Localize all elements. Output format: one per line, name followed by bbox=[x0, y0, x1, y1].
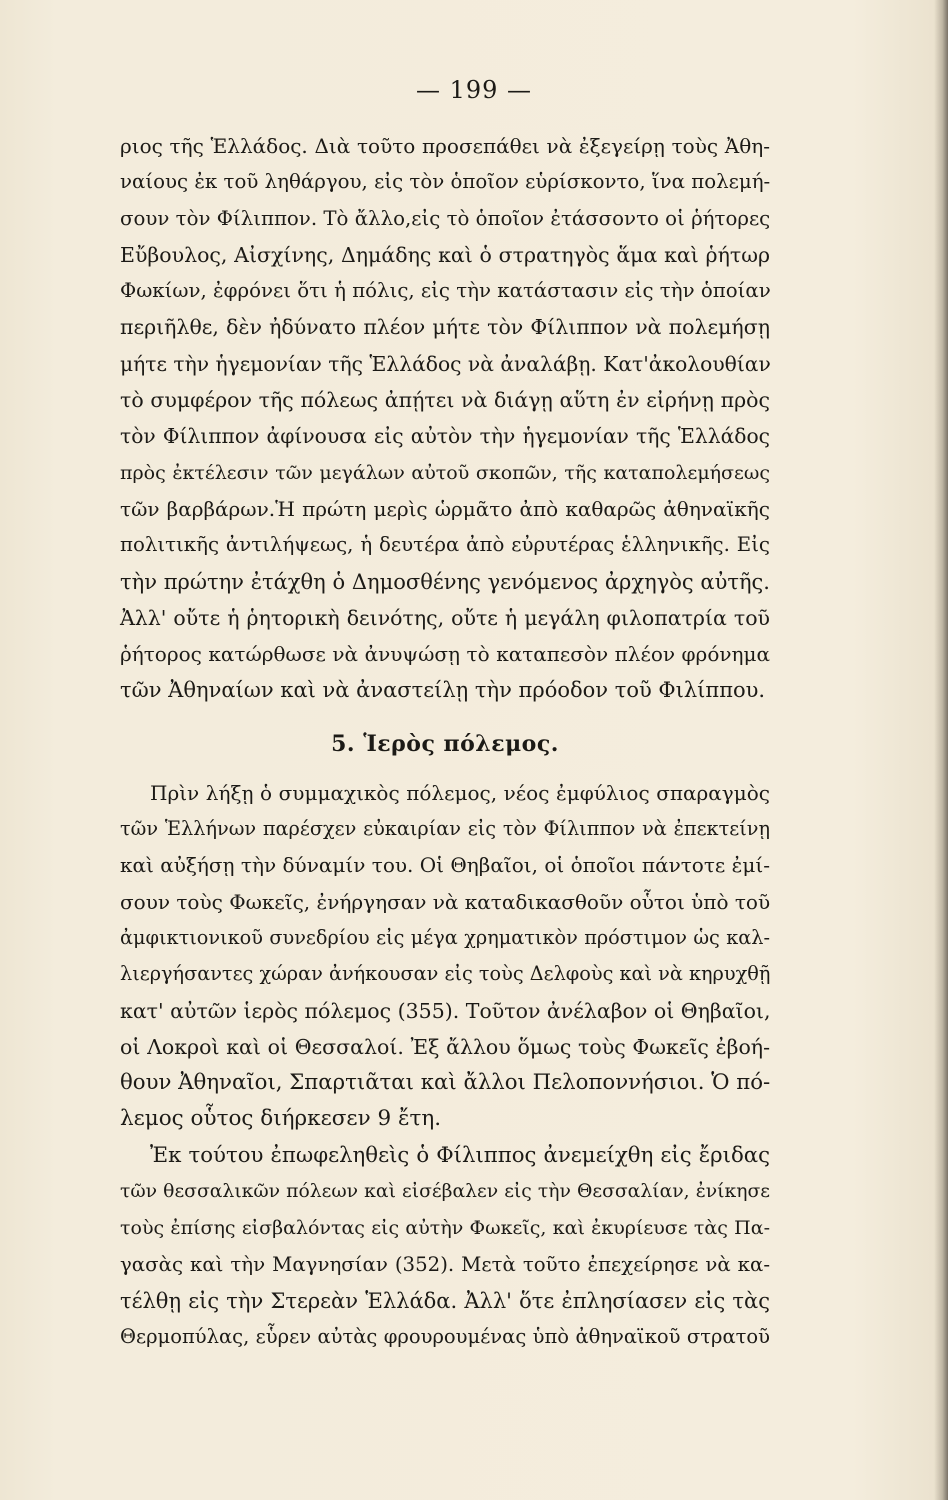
page-edge-shadow bbox=[934, 0, 948, 1500]
text-line: Ἀλλ' οὔτε ἡ ῥητορικὴ δεινότης, οὔτε ἡ μεγάλη φιλοπατρία τοῦ bbox=[120, 605, 770, 630]
text-line: λιεργήσαντες χώραν ἀνήκουσαν εἰς τοὺς Δελφοὺς καὶ νὰ κηρυχθῇ bbox=[120, 962, 771, 986]
text-line: λεμος οὗτος διήρκεσεν 9 ἔτη. bbox=[120, 1106, 442, 1132]
text-line: οἱ Λοκροὶ καὶ οἱ Θεσσαλοί. Ἐξ ἄλλου ὅμως τοὺς Φωκεῖς ἐβοή- bbox=[120, 1034, 770, 1059]
text-line: θουν Ἀθηναῖοι, Σπαρτιᾶται καὶ ἄλλοι Πελοποννήσιοι. Ὁ πό- bbox=[120, 1070, 771, 1096]
text-line: Πρὶν λήξῃ ὁ συμμαχικὸς πόλεμος, νέος ἐμφύλιος σπαραγμὸς bbox=[150, 780, 770, 805]
paragraph bbox=[120, 1138, 770, 1356]
text-line: τοὺς ἐπίσης εἰσβαλόντας εἰς αὐτὴν Φωκεῖς, καὶ ἐκυρίευσε τὰς Πα- bbox=[120, 1217, 770, 1240]
section-heading: 5. Ἱερὸς πόλεμος. bbox=[331, 730, 559, 757]
text-line: Φωκίων, ἐφρόνει ὅτι ἡ πόλις, εἰς τὴν κατάστασιν εἰς τὴν ὁποίαν bbox=[120, 279, 771, 303]
text-line: σουν τὸν Φίλιππον. Τὸ ἄλλο,εἰς τὸ ὁποῖον ἐτάσσοντο οἱ ῥήτορες bbox=[120, 206, 771, 230]
text-line: ῥήτορος κατώρθωσε νὰ ἀνυψώσῃ τὸ καταπεσὸν πλέον φρόνημα bbox=[120, 642, 770, 667]
text-line: Εὔβουλος, Αἰσχίνης, Δημάδης καὶ ὁ στρατηγὸς ἅμα καὶ ῥήτωρ bbox=[120, 242, 770, 267]
text-line: ναίους ἐκ τοῦ ληθάργου, εἰς τὸν ὁποῖον εὑρίσκοντο, ἵνα πολεμή- bbox=[120, 170, 771, 194]
text-line: πολιτικῆς ἀντιλήψεως, ἡ δευτέρα ἀπὸ εὐρυτέρας ἑλληνικῆς. Εἰς bbox=[120, 533, 770, 557]
text-line: ριος τῆς Ἑλλάδος. Διὰ τοῦτο προσεπάθει νὰ ἐξεγείρῃ τοὺς Ἀθη- bbox=[120, 134, 770, 158]
text-line: πρὸς ἐκτέλεσιν τῶν μεγάλων αὐτοῦ σκοπῶν, τῆς καταπολεμήσεως bbox=[120, 461, 770, 484]
text-line: περιῆλθε, δὲν ἠδύνατο πλέον μήτε τὸν Φίλιππον νὰ πολεμήσῃ bbox=[120, 315, 770, 340]
text-line: σουν τοὺς Φωκεῖς, ἐνήργησαν νὰ καταδικασθοῦν οὗτοι ὑπὸ τοῦ bbox=[120, 889, 771, 914]
text-line: γασὰς καὶ τὴν Μαγνησίαν (352). Μετὰ τοῦτο ἐπεχείρησε νὰ κα- bbox=[120, 1252, 770, 1276]
text-line: τῶν βαρβάρων.Ἡ πρώτη μερὶς ὡρμᾶτο ἀπὸ καθαρῶς ἀθηναϊκῆς bbox=[120, 496, 770, 521]
text-line: τῶν θεσσαλικῶν πόλεων καὶ εἰσέβαλεν εἰς τὴν Θεσσαλίαν, ἐνίκησε bbox=[120, 1181, 770, 1203]
text-line: τὴν πρώτην ἐτάχθη ὁ Δημοσθένης γενόμενος ἀρχηγὸς αὐτῆς. bbox=[120, 569, 770, 594]
text-line: μήτε τὴν ἡγεμονίαν τῆς Ἑλλάδος νὰ ἀναλάβῃ. Κατ'ἀκολουθίαν bbox=[120, 351, 771, 376]
text-line: Ἐκ τούτου ἐπωφεληθεὶς ὁ Φίλιππος ἀνεμείχθη εἰς ἔριδας bbox=[150, 1142, 770, 1168]
page-number: — 199 — bbox=[415, 76, 533, 104]
text-line: ἀμφικτιονικοῦ συνεδρίου εἰς μέγα χρηματικὸν πρόστιμον ὡς καλ- bbox=[120, 925, 770, 949]
paragraph bbox=[120, 128, 770, 709]
text-line: τὸν Φίλιππον ἀφίνουσα εἰς αὐτὸν τὴν ἡγεμονίαν τῆς Ἑλλάδος bbox=[120, 424, 770, 449]
paragraph bbox=[120, 775, 770, 1138]
body-text bbox=[120, 128, 770, 1356]
text-line: τὸ συμφέρον τῆς πόλεως ἀπῄτει νὰ διάγῃ αὕτη ἐν εἰρήνῃ πρὸς bbox=[120, 388, 770, 413]
text-line: κατ' αὐτῶν ἱερὸς πόλεμος (355). Τοῦτον ἀνέλαβον οἱ Θηβαῖοι, bbox=[120, 998, 771, 1023]
text-line: καὶ αὐξήσῃ τὴν δύναμίν του. Οἱ Θηβαῖοι, οἱ ὁποῖοι πάντοτε ἐμί- bbox=[120, 853, 770, 878]
text-line: Θερμοπύλας, εὗρεν αὐτὰς φρουρουμένας ὑπὸ ἀθηναϊκοῦ στρατοῦ bbox=[120, 1325, 770, 1349]
text-line: τῶν Ἑλλήνων παρέσχεν εὐκαιρίαν εἰς τὸν Φίλιππον νὰ ἐπεκτείνῃ bbox=[120, 817, 770, 841]
text-line: τέλθῃ εἰς τὴν Στερεὰν Ἑλλάδα. Ἀλλ' ὅτε ἐπλησίασεν εἰς τὰς bbox=[120, 1288, 770, 1313]
text-line: τῶν Ἀθηναίων καὶ νὰ ἀναστείλῃ τὴν πρόοδον τοῦ Φιλίππου. bbox=[120, 678, 766, 703]
